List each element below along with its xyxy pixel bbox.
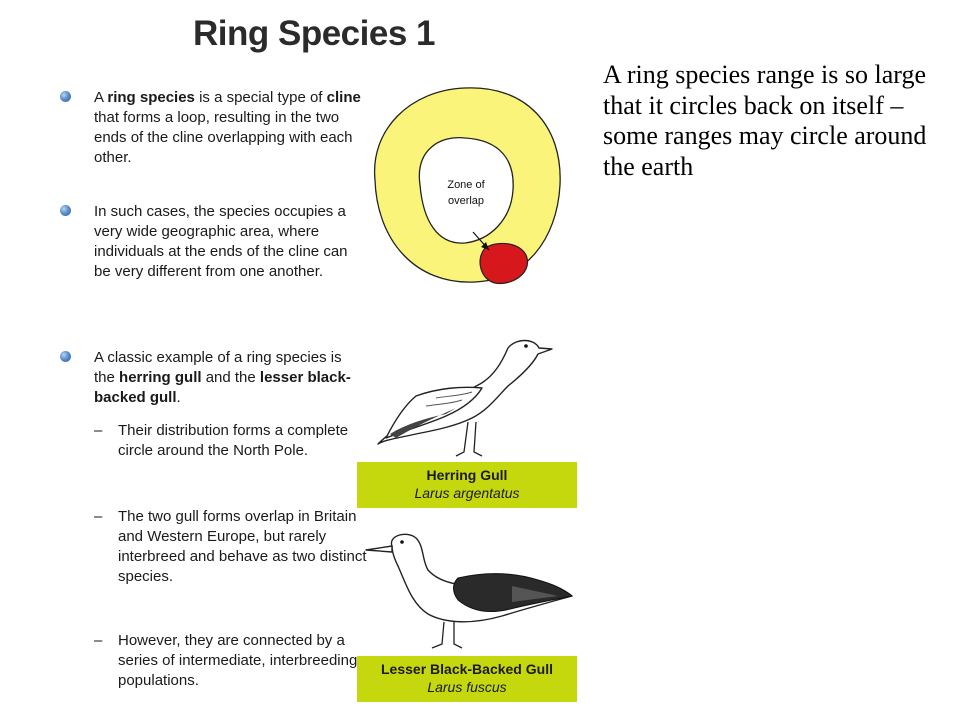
sub-bullet-distribution: Their distribution forms a complete circle around the North Pole.: [118, 422, 349, 459]
lesser-black-backed-gull-illustration: [362, 526, 576, 656]
herring-gull-illustration: [376, 326, 556, 460]
lesser-gull-latin: Larus fuscus: [427, 679, 507, 695]
bullet-dot-icon: [60, 205, 71, 216]
ring-species-diagram: [365, 80, 565, 290]
bullet-dot-icon: [60, 351, 71, 362]
bullet-text-ring-species: A ring species is a special type of cline that forms a loop, resulting in the two ends of the cline overlapping with each other.: [94, 89, 361, 166]
lesser-gull-caption: [357, 656, 577, 702]
bullet-text-wide-area: In such cases, the species occupies a very wide geographic area, where individuals at the ends of the cline can be very different from one another.: [94, 203, 348, 280]
sub-bullet-overlap: The two gull forms overlap in Britain and Western Europe, but rarely interbreed and behave as two distinct species.: [118, 508, 367, 585]
bullet-dot-icon: [60, 91, 71, 102]
overlap-zone-shape: [480, 243, 527, 283]
bullet-text-gull-example: A classic example of a ring species is the herring gull and the lesser black-backed gull.: [94, 349, 351, 406]
herring-gull-caption: [357, 462, 577, 508]
dash-marker: –: [94, 632, 103, 649]
dash-marker: –: [94, 508, 103, 525]
dash-marker: –: [94, 422, 103, 439]
sub-bullet-connected: However, they are connected by a series of intermediate, interbreeding populations.: [118, 632, 358, 689]
herring-gull-latin: Larus argentatus: [414, 485, 520, 501]
zone-label-line1: Zone of: [447, 179, 485, 191]
lesser-gull-name: Lesser Black-Backed Gull: [381, 661, 553, 677]
herring-gull-name: Herring Gull: [426, 467, 508, 483]
zone-label-line2: overlap: [447, 195, 485, 207]
ring-species-description: A ring species range is so large that it circles back on itself – some ranges may circle around the earth: [603, 60, 927, 181]
page-title: Ring Species 1: [193, 14, 435, 53]
